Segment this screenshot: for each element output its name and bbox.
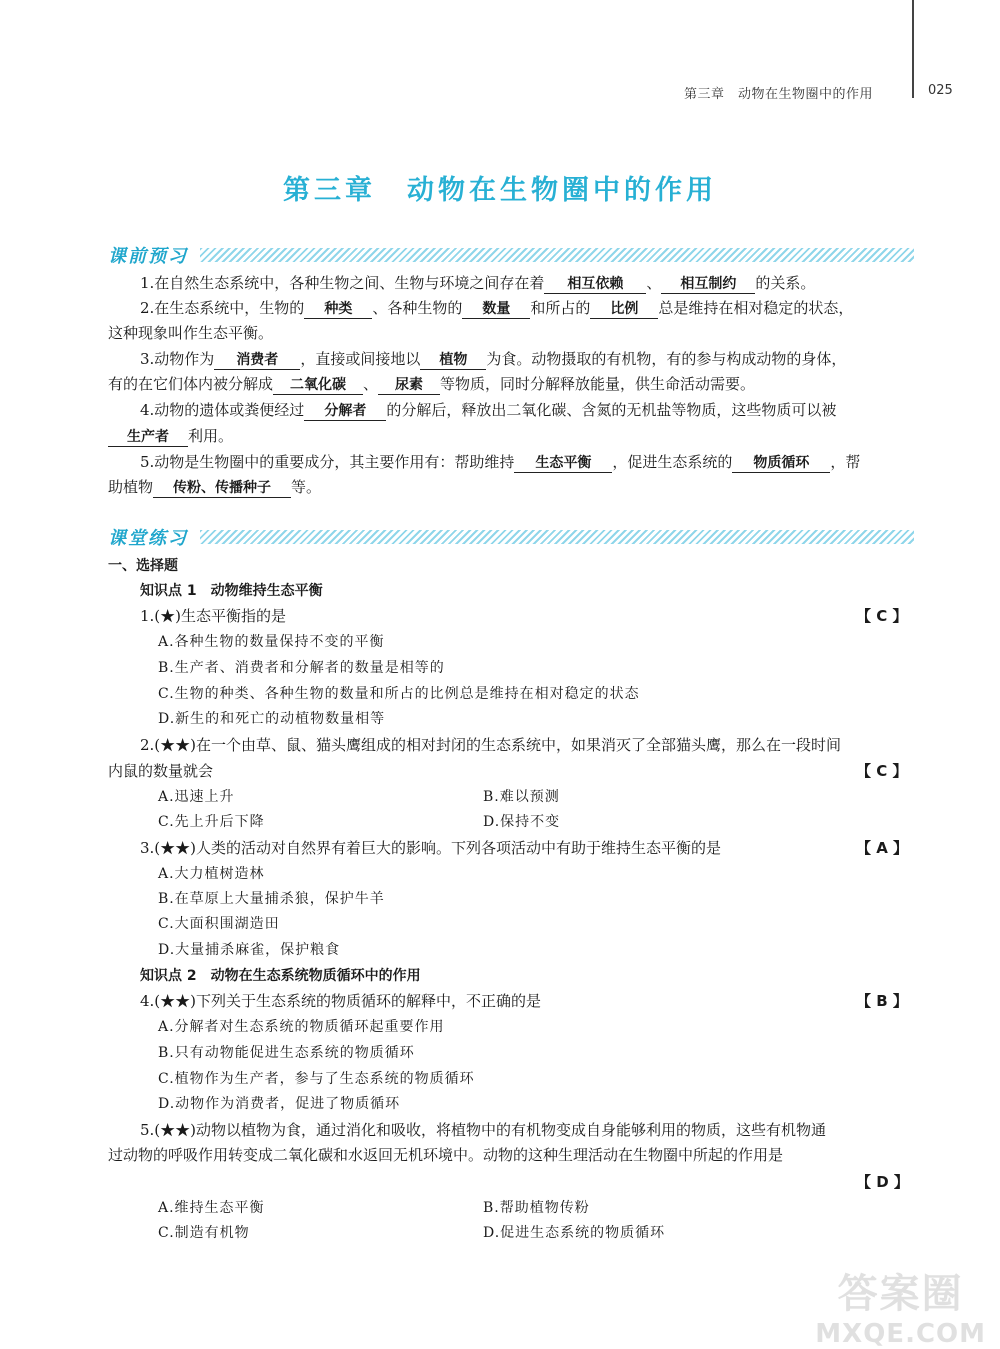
watermark-logo: [815, 1262, 986, 1349]
q5-option-b: B.帮助植物传粉: [483, 1200, 590, 1216]
q1-option-d: D.新生的和死亡的动植物数量相等: [158, 711, 386, 727]
text: 有的在它们体内被分解成: [108, 375, 274, 393]
answer-blank: 二氧化碳: [273, 374, 363, 395]
text: 、各种生物的: [372, 299, 463, 317]
question-3: 3.(★★)人类的活动对自然界有着巨大的影响。下列各项活动中有助于维持生态平衡的是: [140, 839, 722, 857]
question-2: 2.(★★)在一个由草、鼠、猫头鹰组成的相对封闭的生态系统中，如果消灭了全部猫头鹰，那么在一段时间: [140, 736, 842, 754]
page-number: 025: [928, 83, 953, 98]
text: 等。: [291, 478, 322, 496]
text: 2.在生态系统中，生物的: [140, 299, 305, 317]
text: 总是维持在相对稳定的状态，: [658, 299, 854, 317]
answer-4: 【 B 】: [856, 992, 908, 1010]
q3-option-a: A.大力植树造林: [158, 866, 265, 882]
preview-line-4: [140, 399, 836, 421]
answer-blank: 相互依赖: [544, 273, 646, 294]
section-header-practice: [108, 526, 914, 548]
text: 利用。: [188, 427, 234, 445]
answer-3: 【 A 】: [856, 839, 909, 857]
answer-blank: 消费者: [214, 349, 300, 370]
answer-blank: 比例: [590, 298, 658, 319]
q4-option-a: A.分解者对生态系统的物质循环起重要作用: [158, 1019, 445, 1035]
section-label: 课前预习: [108, 242, 194, 268]
q5-option-c: C.制造有机物: [158, 1225, 250, 1241]
question-1: 1.(★)生态平衡指的是: [140, 607, 287, 625]
q2-option-a: A.迅速上升: [158, 789, 235, 805]
answer-blank: 尿素: [378, 374, 440, 395]
knowledge-point-1: 知识点 1 动物维持生态平衡: [140, 583, 323, 599]
preview-line-2: [140, 297, 853, 319]
preview-line-3b: [108, 373, 755, 395]
answer-blank: 生态平衡: [514, 452, 612, 473]
q1-option-b: B.生产者、消费者和分解者的数量是相等的: [158, 660, 445, 676]
preview-line-5: [140, 451, 860, 473]
answer-blank: 传粉、传播种子: [153, 477, 291, 498]
preview-line-2b: 这种现象叫作生态平衡。: [108, 324, 274, 342]
q2-option-b: B.难以预测: [483, 789, 560, 805]
text: 的关系。: [755, 274, 816, 292]
preview-line-3: [140, 348, 846, 370]
text: 4.动物的遗体或粪便经过: [140, 401, 305, 419]
answer-blank: 种类: [304, 298, 372, 319]
chapter-title: 第三章 动物在生物圈中的作用: [283, 175, 717, 206]
answer-blank: 物质循环: [732, 452, 830, 473]
q3-option-c: C.大面积围湖造田: [158, 916, 280, 932]
q2-option-c: C.先上升后下降: [158, 814, 265, 830]
text: 为食。动物摄取的有机物，有的参与构成动物的身体，: [486, 350, 847, 368]
q1-option-a: A.各种生物的数量保持不变的平衡: [158, 634, 385, 650]
text: 、: [646, 274, 662, 292]
question-5: 5.(★★)动物以植物为食，通过消化和吸收，将植物中的有机物变成自身能够利用的物质，这些有机物通: [140, 1121, 827, 1139]
q2-option-d: D.保持不变: [483, 814, 561, 830]
answer-blank: 分解者: [304, 400, 386, 421]
q4-option-b: B.只有动物能促进生态系统的物质循环: [158, 1045, 415, 1061]
question-5-cont: 过动物的呼吸作用转变成二氧化碳和水返回无机环境中。动物的这种生理活动在生物圈中所起的作用是: [108, 1146, 784, 1164]
text: 等物质，同时分解释放能量，供生命活动需要。: [440, 375, 756, 393]
preview-line-4b: [108, 425, 233, 447]
q3-option-d: D.大量捕杀麻雀，保护粮食: [158, 942, 341, 958]
q5-option-a: A.维持生态平衡: [158, 1200, 265, 1216]
text: 和所占的: [530, 299, 591, 317]
answer-blank: 植物: [420, 349, 486, 370]
q3-option-b: B.在草原上大量捕杀狼，保护牛羊: [158, 891, 385, 907]
text: ，直接或间接地以: [300, 350, 421, 368]
header-divider: [912, 0, 914, 98]
preview-line-5b: [108, 476, 321, 498]
text: 1.在自然生态系统中，各种生物之间、生物与环境之间存在着: [140, 274, 545, 292]
watermark-url: MXQE.COM: [815, 1319, 986, 1349]
text: ，帮: [830, 453, 861, 471]
answer-2: 【 C 】: [856, 762, 908, 780]
question-type: 一、选择题: [108, 558, 178, 574]
q5-option-d: D.促进生态系统的物质循环: [483, 1225, 666, 1241]
q4-option-c: C.植物作为生产者，参与了生态系统的物质循环: [158, 1071, 475, 1087]
text: 3.动物作为: [140, 350, 215, 368]
section-header-preview: [108, 244, 914, 266]
answer-5: 【 D 】: [856, 1173, 909, 1191]
question-2-cont: 内鼠的数量就会: [108, 762, 214, 780]
running-header: 第三章 动物在生物圈中的作用: [684, 87, 874, 102]
answer-blank: 生产者: [108, 426, 188, 447]
answer-blank: 相互制约: [661, 273, 755, 294]
text: ，促进生态系统的: [612, 453, 733, 471]
hatch-decoration: [200, 530, 914, 544]
text: 、: [363, 375, 379, 393]
text: 5.动物是生物圈中的重要成分，其主要作用有：帮助维持: [140, 453, 515, 471]
text: 助植物: [108, 478, 154, 496]
preview-line-1: [140, 272, 815, 294]
question-4: 4.(★★)下列关于生态系统的物质循环的解释中，不正确的是: [140, 992, 542, 1010]
section-label: 课堂练习: [108, 524, 194, 550]
knowledge-point-2: 知识点 2 动物在生态系统物质循环中的作用: [140, 968, 421, 984]
text: 的分解后，释放出二氧化碳、含氮的无机盐等物质，这些物质可以被: [386, 401, 837, 419]
answer-1: 【 C 】: [856, 607, 908, 625]
answer-blank: 数量: [462, 298, 530, 319]
hatch-decoration: [200, 248, 914, 262]
q1-option-c: C.生物的种类、各种生物的数量和所占的比例总是维持在相对稳定的状态: [158, 686, 640, 702]
q4-option-d: D.动物作为消费者，促进了物质循环: [158, 1096, 401, 1112]
watermark-text: 答案圈: [837, 1271, 964, 1317]
